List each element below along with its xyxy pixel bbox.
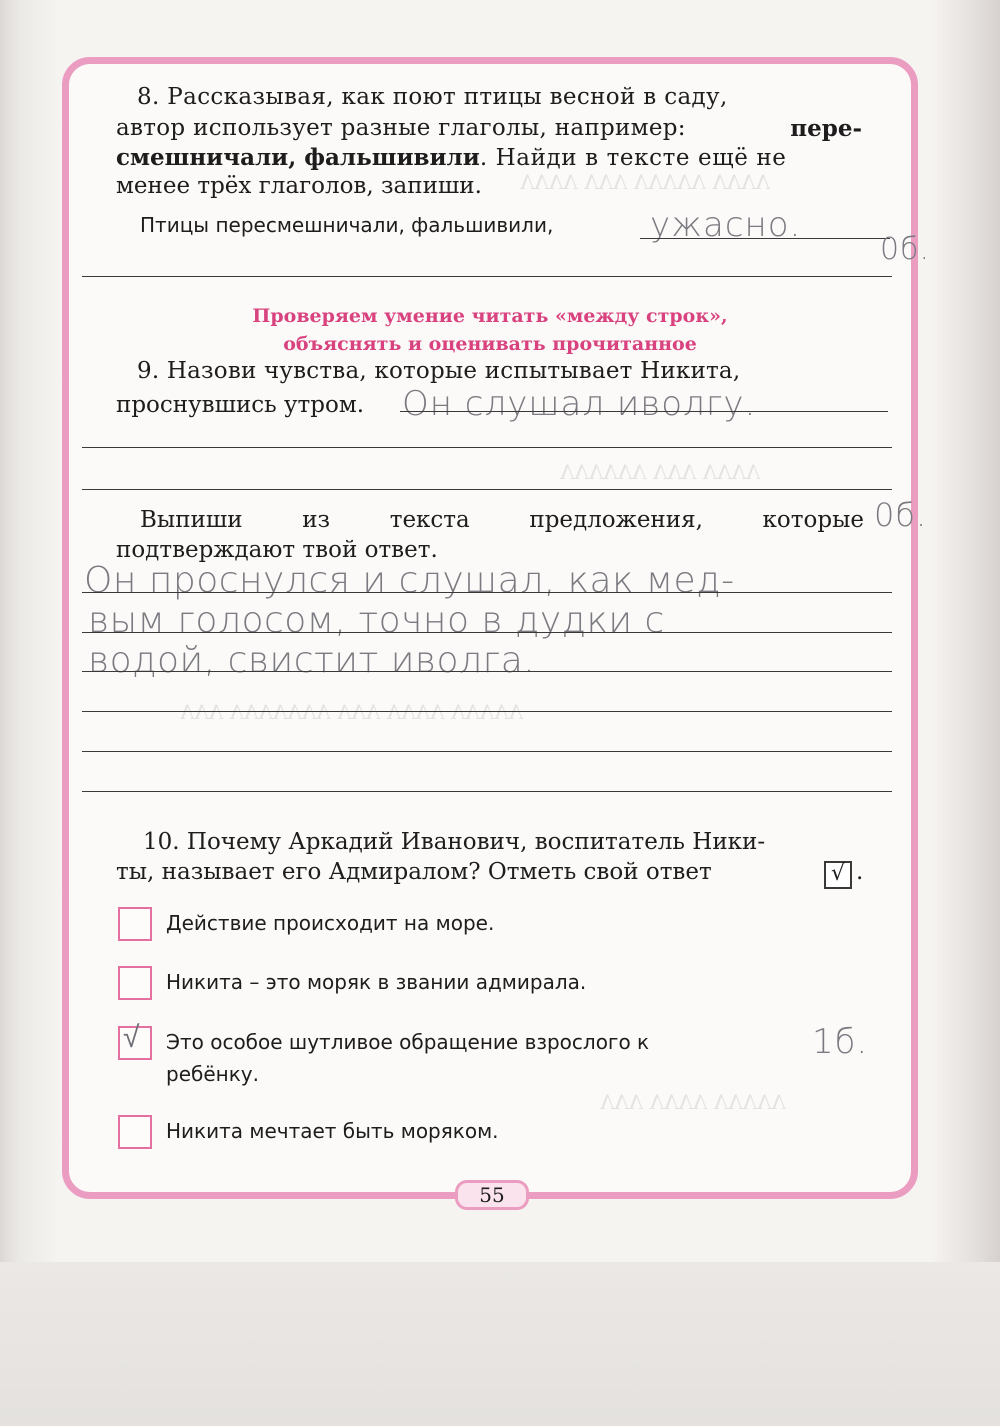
task9-handwritten-quote-line2: вым голосом, точно в дудки с bbox=[88, 600, 665, 641]
task10-grade-mark: 1б. bbox=[812, 1022, 869, 1062]
answer-line bbox=[400, 411, 888, 412]
option-1-checkbox[interactable] bbox=[118, 907, 152, 941]
bleed-through: ΛΛΛΛΛ ΛΛΛΛ ΛΛΛ bbox=[600, 1090, 787, 1114]
answer-line bbox=[82, 711, 892, 712]
task9-handwritten-answer: Он слушал иволгу. bbox=[402, 384, 757, 424]
task9-handwritten-quote-line3: водой, свистит иволга. bbox=[88, 640, 536, 681]
answer-line bbox=[82, 632, 892, 633]
task8-grade-mark: 0б. bbox=[880, 232, 930, 267]
answer-line bbox=[640, 238, 890, 239]
section-heading-line1: Проверяем умение читать «между строк», bbox=[252, 305, 728, 327]
sample-check-box bbox=[824, 861, 852, 889]
answer-line bbox=[82, 489, 892, 490]
bleed-through: ΛΛΛΛ ΛΛΛΛΛ ΛΛΛ ΛΛΛΛ bbox=[520, 170, 771, 194]
task10-line1: 10. Почему Аркадий Иванович, воспитатель Ники- bbox=[143, 829, 766, 855]
task8-line1: 8. Рассказывая, как поют птицы весной в саду, bbox=[137, 84, 728, 110]
bleed-through: ΛΛΛΛ ΛΛΛ ΛΛΛΛΛΛ bbox=[560, 460, 761, 484]
option-2-label: Никита – это моряк в звании адмирала. bbox=[166, 970, 587, 994]
task8-line3: смешничали, фальшивили. Найди в тексте ещё не bbox=[116, 144, 787, 171]
task8-prompt: Птицы пересмешничали, фальшивили, bbox=[140, 213, 554, 237]
option-2-checkbox[interactable] bbox=[118, 966, 152, 1000]
answer-line bbox=[82, 791, 892, 792]
option-3-label-line2: ребёнку. bbox=[166, 1062, 259, 1086]
page-number: 55 bbox=[455, 1180, 529, 1210]
task8-line2: автор использует разные глаголы, например: пере- bbox=[116, 115, 862, 142]
task9-subtask-line1: Выпиши из текста предложения, которые bbox=[140, 507, 864, 533]
section-heading-line2: объяснять и оценивать прочитанное bbox=[283, 333, 697, 355]
option-3-checkbox[interactable] bbox=[118, 1020, 152, 1060]
task9-grade-mark: 0б. bbox=[874, 496, 928, 534]
answer-line bbox=[82, 276, 892, 277]
option-4-checkbox[interactable] bbox=[118, 1115, 152, 1149]
answer-line bbox=[82, 592, 892, 593]
task10-line2: ты, называет его Адмиралом? Отметь свой ответ bbox=[116, 859, 712, 885]
next-page-edge bbox=[0, 1262, 1000, 1426]
task9-subtask-line2: подтверждают твой ответ. bbox=[116, 537, 438, 563]
answer-line bbox=[82, 447, 892, 448]
task9-handwritten-quote-line1: Он проснулся и слушал, как мед- bbox=[84, 560, 735, 601]
answer-line bbox=[82, 751, 892, 752]
option-1-label: Действие происходит на море. bbox=[166, 911, 495, 935]
option-4-label: Никита мечтает быть моряком. bbox=[166, 1119, 499, 1143]
task9-line1: 9. Назови чувства, которые испытывает Никита, bbox=[137, 358, 741, 384]
sample-check-mark: √ bbox=[831, 861, 846, 886]
bleed-through: ΛΛΛΛΛ ΛΛΛΛ ΛΛΛ ΛΛΛΛΛΛΛ ΛΛΛ bbox=[180, 700, 524, 724]
sentence-period: . bbox=[856, 859, 864, 885]
task9-line2: проснувшись утром. bbox=[116, 392, 365, 418]
check-mark: √ bbox=[123, 1020, 141, 1055]
task8-handwritten-answer: ужасно. bbox=[650, 205, 802, 245]
task8-line4: менее трёх глаголов, запиши. bbox=[116, 173, 482, 199]
option-3-label: Это особое шутливое обращение взрослого к bbox=[166, 1030, 650, 1054]
answer-line bbox=[82, 671, 892, 672]
